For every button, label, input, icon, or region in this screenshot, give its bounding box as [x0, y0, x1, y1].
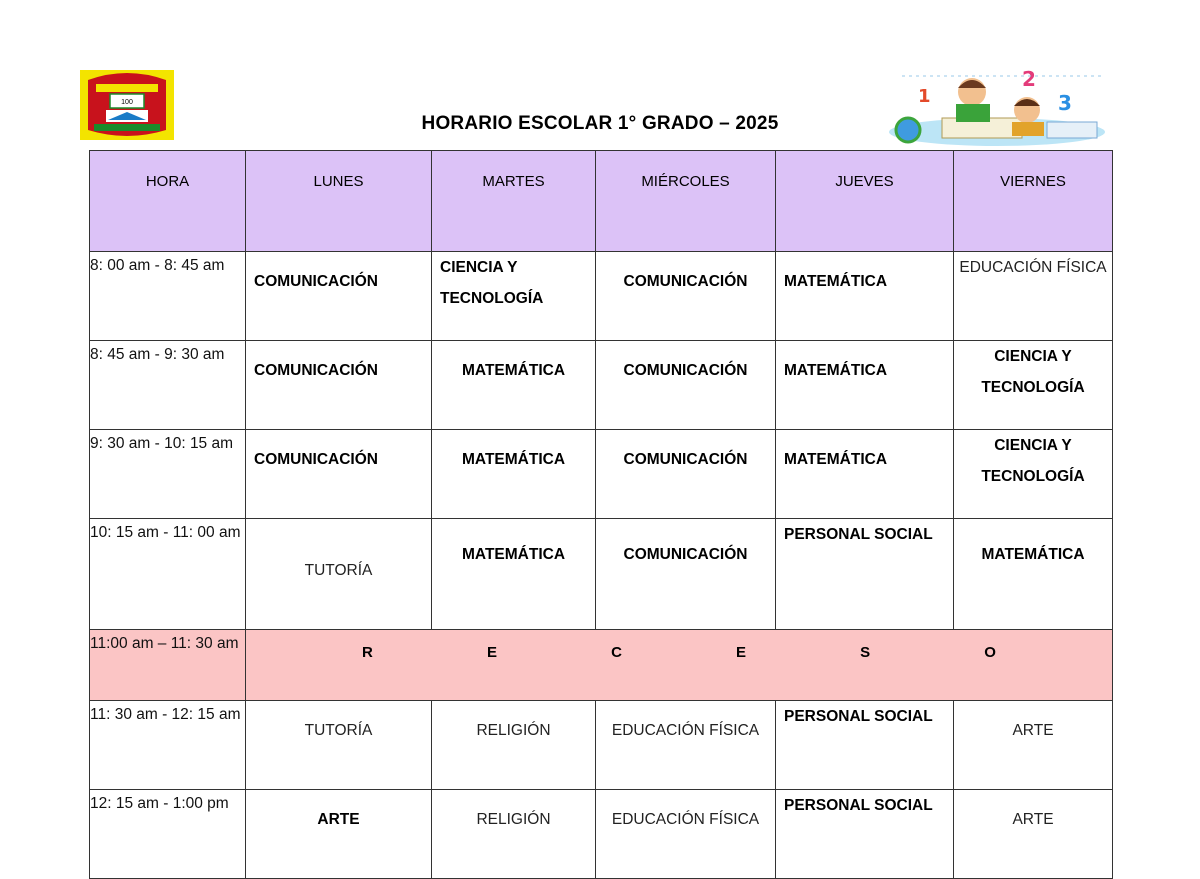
time-cell: 8: 45 am - 9: 30 am [90, 341, 246, 430]
subject-cell: TUTORÍA [246, 519, 432, 630]
subject-cell: PERSONAL SOCIAL [776, 701, 954, 790]
subject-cell: CIENCIA Y TECNOLOGÍA [432, 252, 596, 341]
recess-letter: S [860, 644, 871, 661]
table-row [90, 701, 1113, 790]
subject-cell: PERSONAL SOCIAL [776, 790, 954, 879]
table-row [90, 430, 1113, 519]
header-lunes: LUNES [246, 151, 432, 252]
svg-text:1: 1 [918, 86, 931, 107]
subject-cell: COMUNICACIÓN [246, 252, 432, 341]
header-jueves: JUEVES [776, 151, 954, 252]
page-title: HORARIO ESCOLAR 1° GRADO – 2025 [421, 113, 779, 134]
time-cell: 10: 15 am - 11: 00 am [90, 519, 246, 630]
subject-cell: COMUNICACIÓN [246, 430, 432, 519]
subject-cell: COMUNICACIÓN [596, 519, 776, 630]
subject-cell: MATEMÁTICA [776, 430, 954, 519]
subject-cell: MATEMÁTICA [432, 341, 596, 430]
time-cell: 11: 30 am - 12: 15 am [90, 701, 246, 790]
subject-cell: EDUCACIÓN FÍSICA [596, 790, 776, 879]
subject-cell: MATEMÁTICA [776, 341, 954, 430]
recess-letter: C [611, 644, 622, 661]
subject-cell: PERSONAL SOCIAL [776, 519, 954, 630]
schedule-table [89, 150, 1113, 879]
table-row [90, 341, 1113, 430]
subject-cell: MATEMÁTICA [432, 519, 596, 630]
subject-cell: TUTORÍA [246, 701, 432, 790]
subject-cell: COMUNICACIÓN [246, 341, 432, 430]
subject-cell: ARTE [954, 790, 1113, 879]
kids-reading-illustration [882, 70, 1112, 150]
subject-cell: MATEMÁTICA [432, 430, 596, 519]
subject-cell: COMUNICACIÓN [596, 341, 776, 430]
subject-cell: CIENCIA Y TECNOLOGÍA [954, 341, 1113, 430]
table-row [90, 790, 1113, 879]
subject-cell: MATEMÁTICA [954, 519, 1113, 630]
crest-number: 100 [121, 99, 133, 106]
header-viernes: VIERNES [954, 151, 1113, 252]
subject-cell: RELIGIÓN [432, 701, 596, 790]
header-miercoles: MIÉRCOLES [596, 151, 776, 252]
recess-letter: E [736, 644, 747, 661]
recess-letter: R [362, 644, 373, 661]
recess-row [90, 630, 1113, 701]
subject-cell: EDUCACIÓN FÍSICA [954, 252, 1113, 341]
subject-cell: ARTE [246, 790, 432, 879]
time-cell: 12: 15 am - 1:00 pm [90, 790, 246, 879]
subject-cell: COMUNICACIÓN [596, 430, 776, 519]
svg-text:2: 2 [1022, 70, 1036, 91]
table-row [90, 252, 1113, 341]
header-hora: HORA [90, 151, 246, 252]
subject-cell: CIENCIA Y TECNOLOGÍA [954, 430, 1113, 519]
subject-cell: RELIGIÓN [432, 790, 596, 879]
recess-banner [246, 630, 1113, 701]
time-cell: 11:00 am – 11: 30 am [90, 630, 246, 701]
subject-cell: EDUCACIÓN FÍSICA [596, 701, 776, 790]
recess-letter: O [984, 644, 996, 661]
svg-text:3: 3 [1058, 91, 1072, 115]
subject-cell: COMUNICACIÓN [596, 252, 776, 341]
time-cell: 8: 00 am - 8: 45 am [90, 252, 246, 341]
table-row [90, 519, 1113, 630]
time-cell: 9: 30 am - 10: 15 am [90, 430, 246, 519]
header-row [90, 151, 1113, 252]
header-martes: MARTES [432, 151, 596, 252]
recess-letter: E [486, 644, 497, 661]
subject-cell: ARTE [954, 701, 1113, 790]
subject-cell: MATEMÁTICA [776, 252, 954, 341]
